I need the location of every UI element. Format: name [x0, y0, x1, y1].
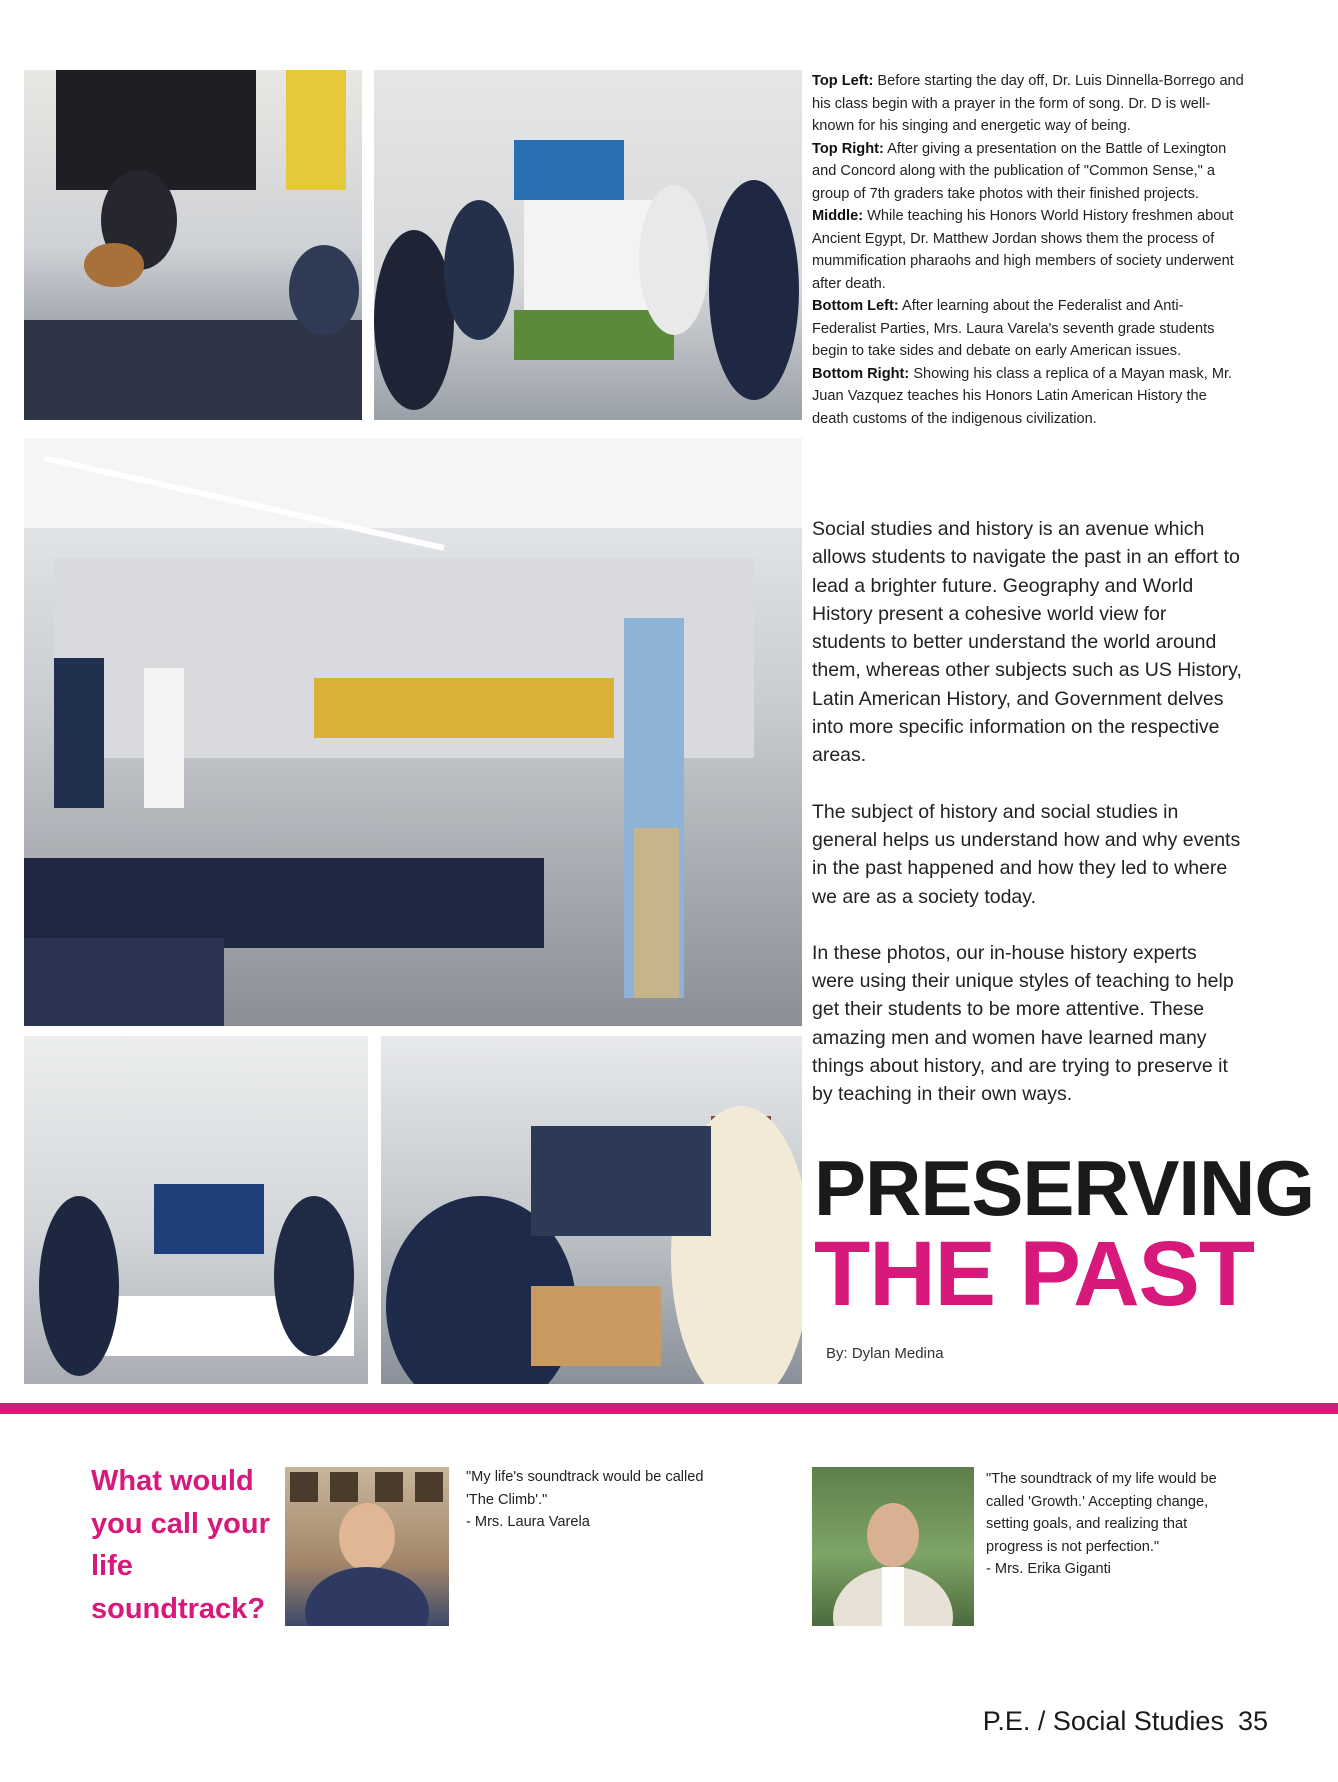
quote-text: "The soundtrack of my life would be called 'Growth.' Accepting change, setting goals, and realizing that progress is not perfection.": [986, 1471, 1217, 1555]
photo-bottom-right: [381, 1036, 802, 1384]
page-footer: [983, 1706, 1268, 1737]
body-paragraph: Social studies and history is an avenue which allows students to navigate the past in an effort to lead a brighter future. Geography and World History present a cohesive world view for students to better understand the world around them, whereas other subjects such as US History, Latin American History, and Government delves into more specific information on the respective areas.: [812, 518, 1242, 767]
headline-line-1: PRESERVING: [814, 1144, 1315, 1232]
photo-top-right: [374, 70, 802, 420]
page-number: 35: [1237, 1706, 1268, 1736]
caption-middle: Middle: While teaching his Honors World History freshmen about Ancient Egypt, Dr. Matthew Jordan shows them the process of mummification pharaohs and high members of society underwent after death.: [812, 208, 1234, 292]
caption-top-left: Top Left: Before starting the day off, Dr. Luis Dinnella-Borrego and his class begin with a prayer in the form of song. Dr. D is well-known for his singing and energetic way of being.: [812, 73, 1244, 134]
caption-bottom-left: Bottom Left: After learning about the Federalist and Anti-Federalist Parties, Mrs. Laura Varela's seventh grade students begin to take sides and debate on early American issues.: [812, 298, 1215, 359]
quote-giganti: [986, 1468, 1242, 1581]
article-body: [812, 515, 1244, 1137]
caption-bottom-right: Bottom Right: Showing his class a replica of a Mayan mask, Mr. Juan Vazquez teaches his Honors Latin American History the death customs of the indigenous civilization.: [812, 365, 1233, 427]
quote-varela: [466, 1466, 726, 1534]
caption-top-right: Top Right: After giving a presentation on the Battle of Lexington and Concord along with the publication of "Common Sense," a group of 7th graders take photos with their finished projects.: [812, 140, 1227, 202]
body-paragraph: In these photos, our in-house history experts were using their unique styles of teaching to help get their students to be more attentive. These amazing men and women have learned many things about history, and are trying to preserve it by teaching in their own ways.: [812, 941, 1234, 1106]
byline: By: Dylan Medina: [826, 1345, 944, 1362]
portrait-laura-varela: [285, 1467, 449, 1626]
photo-bottom-left: [24, 1036, 368, 1384]
section-name: P.E. / Social Studies: [982, 1706, 1224, 1736]
photo-captions: [812, 70, 1244, 430]
quote-text: "My life's soundtrack would be called 'The Climb'.": [466, 1469, 704, 1508]
quote-author: - Mrs. Laura Varela: [466, 1514, 590, 1530]
question-heading: What would you call your life soundtrack?: [91, 1465, 270, 1625]
photo-middle: [24, 438, 802, 1026]
portrait-erika-giganti: [812, 1467, 974, 1626]
photo-top-left: [24, 70, 362, 420]
section-divider: [0, 1403, 1338, 1414]
headline-line-2: THE PAST: [814, 1223, 1255, 1325]
quote-author: - Mrs. Erika Giganti: [986, 1561, 1111, 1577]
body-paragraph: The subject of history and social studies in general helps us understand how and why events in the past happened and how they led to where we are as a society today.: [812, 800, 1241, 908]
